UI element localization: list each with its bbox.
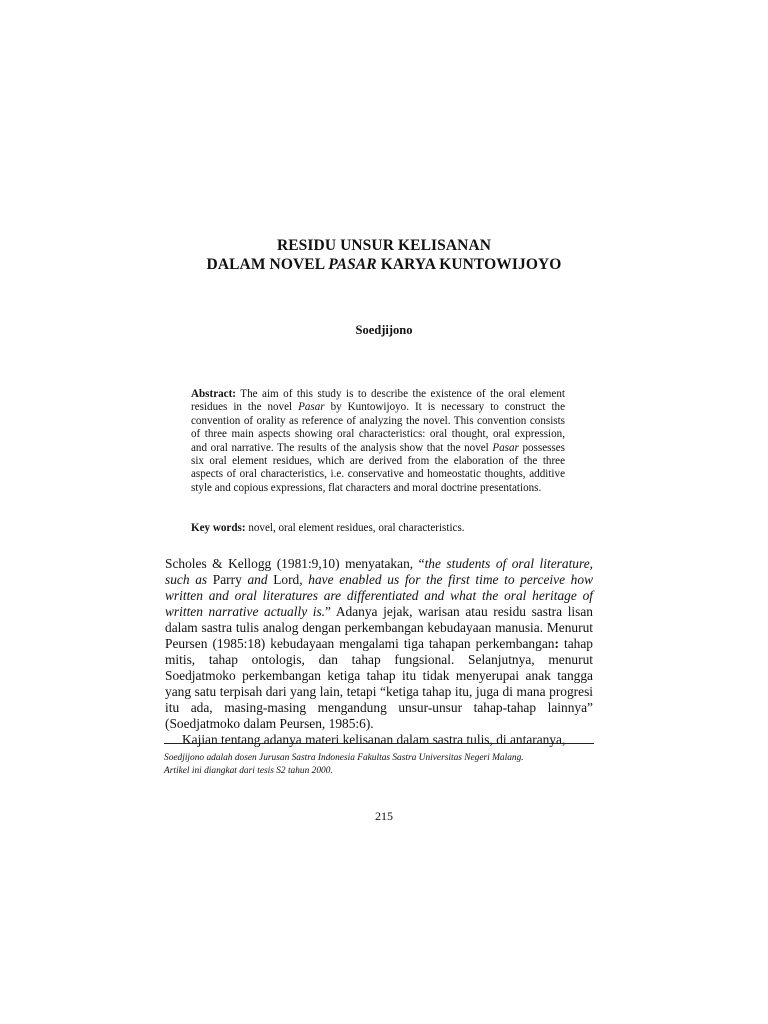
abstract-text-3: possesses six oral element residues, which are derived from the elaboration of the three aspects of oral characteristics, i.e. conservative and homeostatic thoughts, additive style and copious expressions, flat characters and moral doctrine presentations. [191,441,565,494]
abstract-text-1: The aim of this study is to describe the existence of the oral element residues in the novel [191,388,565,414]
body-quote-2: , have enabled us for the first time to perceive how written and oral literatures are differentiated and what the oral heritage of written narrative actually is. [165,572,594,619]
footnote-divider [164,743,594,744]
body-colon: : [554,636,559,651]
body-name-parry: Parry [212,572,242,587]
page-number: 215 [375,809,393,823]
body-paragraph-1 [165,556,593,732]
keywords-text: novel, oral element residues, oral characteristics. [245,522,465,534]
author-name: Soedjijono [355,323,413,337]
article-title [0,236,768,274]
title-line-1: RESIDU UNSUR KELISANAN [276,237,492,254]
body-text-3: tahap mitis, tahap ontologis, dan tahap fungsional. Selanjutnya, menurut Soedjatmoko perkembangan ketiga tahap itu tidak menyerupai anak tangga yang satu terpisah dari yang lain, tetapi “ketiga tahap itu, juga di mana progresi itu ada, masing-masing mengandung unsur-unsur tahap-tahap lainnya” (Soedjatmoko dalam Peursen, 1985:6). [165,636,593,731]
keywords-label: Key words: [191,522,246,534]
keywords [191,522,565,534]
body-quote-1: the students of oral literature, such as [165,556,593,587]
body-quote-and: and [241,572,274,587]
footnote-line-2: Artikel ini diangkat dari tesis S2 tahun 2000. [164,765,333,776]
body-text-2: ” Adanya jejak, warisan atau residu sastra lisan dalam sastra tulis analog dengan perkembangan kebudayaan manusia. Menurut Peursen (1985:18) kebudayaan mengalami tiga tahapan perkembangan [165,604,593,651]
title-line-2 [0,255,768,274]
body-text [165,556,593,748]
body-name-lord: Lord [273,572,300,587]
abstract [191,388,565,495]
abstract-paragraph [191,388,565,495]
footnote-line-1: Soedjijono adalah dosen Jurusan Sastra Indonesia Fakultas Sastra Universitas Negeri Malang. [164,753,524,763]
title-line-2-suffix: KARYA KUNTOWIJOYO [376,256,562,273]
title-novel-name: PASAR [328,256,377,273]
abstract-label: Abstract: [191,388,236,400]
footnote [164,752,594,777]
abstract-novel-name-1: Pasar [298,401,325,414]
body-text-1: Scholes & Kellogg (1981:9,10) menyatakan, “ [165,556,425,571]
abstract-text-2: by Kuntowijoyo. It is necessary to construct the convention of orality as reference of analyzing the novel. This convention consists of three main aspects showing oral characteristics: oral thought, oral expression, and oral narrative. The results of the analysis show that the novel [191,401,565,454]
title-line-2-prefix: DALAM NOVEL [206,256,329,273]
abstract-novel-name-2: Pasar [492,441,519,454]
body-paragraph-2: Kajian tentang adanya materi kelisanan dalam sastra tulis, di antaranya, [182,732,566,747]
